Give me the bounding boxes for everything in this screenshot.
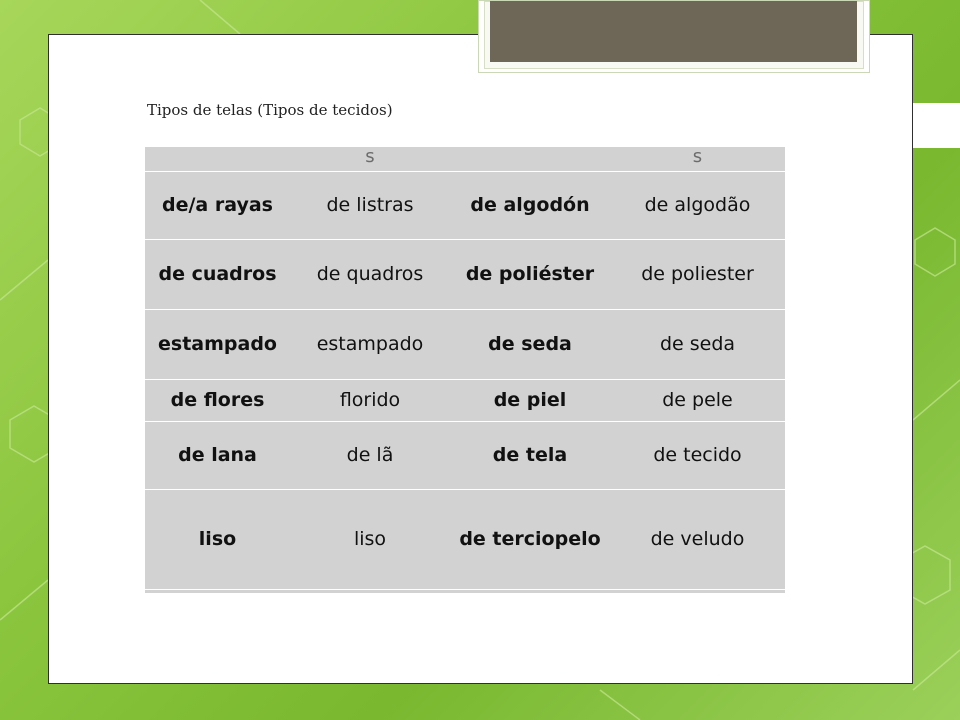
table-row xyxy=(145,240,785,310)
cell-es-fabric: de terciopelo xyxy=(450,490,610,590)
cell-pt-pattern: de quadros xyxy=(290,240,450,310)
cell-es-fabric: de seda xyxy=(450,310,610,380)
cell-pt-fabric: de pele xyxy=(610,380,785,422)
cell-pt-fabric: de tecido xyxy=(610,422,785,490)
cell-pt-pattern: liso xyxy=(290,490,450,590)
header-cell xyxy=(450,147,610,172)
table-row xyxy=(145,490,785,590)
vocabulary-table-wrapper xyxy=(145,147,785,593)
cell-pt-fabric: de seda xyxy=(610,310,785,380)
cell-pt-fabric: de veludo xyxy=(610,490,785,590)
table-row xyxy=(145,172,785,240)
slide-title: Tipos de telas (Tipos de tecidos) xyxy=(147,101,393,119)
cell-pt-pattern: de listras xyxy=(290,172,450,240)
side-tab-strip xyxy=(913,103,960,148)
cell-es-pattern: de flores xyxy=(145,380,290,422)
table-header-row xyxy=(145,147,785,172)
header-cell xyxy=(145,147,290,172)
picture-frame xyxy=(478,0,870,73)
vocabulary-table xyxy=(145,147,785,590)
cell-pt-pattern: estampado xyxy=(290,310,450,380)
cell-es-fabric: de tela xyxy=(450,422,610,490)
picture xyxy=(490,1,857,62)
header-cell: s xyxy=(290,147,450,172)
cell-es-pattern: de/a rayas xyxy=(145,172,290,240)
cell-es-pattern: estampado xyxy=(145,310,290,380)
cell-es-pattern: liso xyxy=(145,490,290,590)
cell-pt-fabric: de poliester xyxy=(610,240,785,310)
cell-es-pattern: de lana xyxy=(145,422,290,490)
table-row xyxy=(145,310,785,380)
cell-es-fabric: de poliéster xyxy=(450,240,610,310)
header-cell: s xyxy=(610,147,785,172)
cell-es-pattern: de cuadros xyxy=(145,240,290,310)
cell-pt-fabric: de algodão xyxy=(610,172,785,240)
cell-pt-pattern: de lã xyxy=(290,422,450,490)
cell-es-fabric: de algodón xyxy=(450,172,610,240)
cell-es-fabric: de piel xyxy=(450,380,610,422)
table-row xyxy=(145,380,785,422)
table-row xyxy=(145,422,785,490)
cell-pt-pattern: florido xyxy=(290,380,450,422)
